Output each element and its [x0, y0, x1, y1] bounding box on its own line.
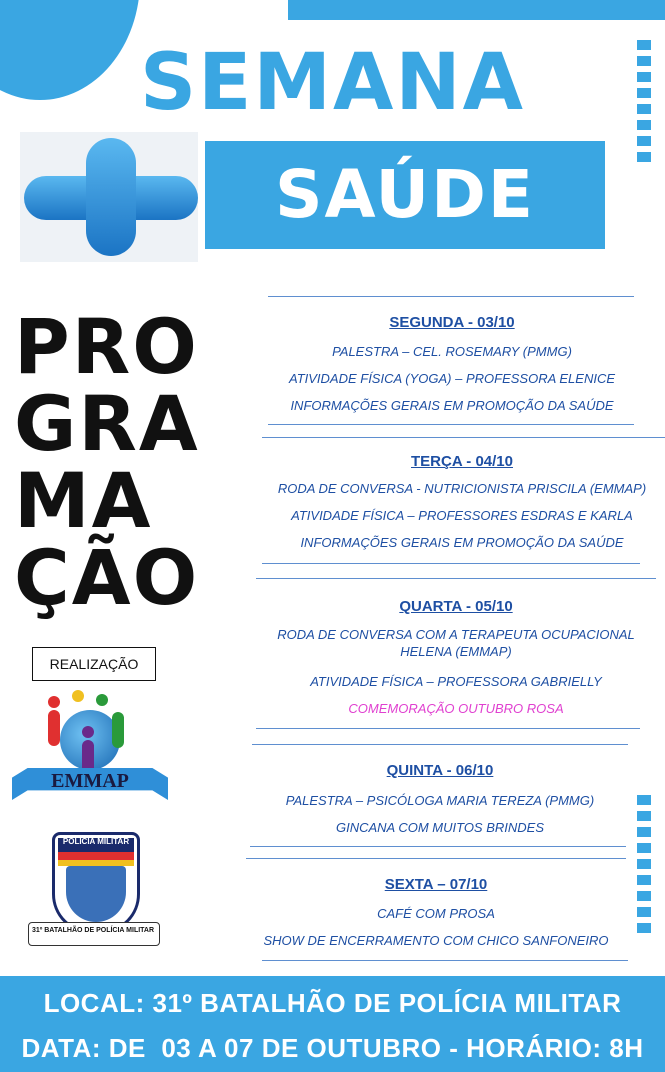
- schedule-item: RODA DE CONVERSA - NUTRICIONISTA PRISCILA (EMMAP): [277, 481, 647, 496]
- divider: [246, 858, 626, 859]
- day-title-wednesday: QUARTA - 05/10: [399, 598, 513, 615]
- day-title-monday: SEGUNDA - 03/10: [389, 314, 515, 331]
- divider: [256, 578, 656, 579]
- schedule-item: SHOW DE ENCERRAMENTO COM CHICO SANFONEIRO: [263, 933, 609, 948]
- divider: [256, 728, 640, 729]
- schedule-item: GINCANA COM MUITOS BRINDES: [335, 820, 545, 835]
- footer-date-time: DATA: DE 03 A 07 DE OUTUBRO - HORÁRIO: 8H: [21, 1033, 644, 1063]
- divider: [250, 846, 626, 847]
- decorative-top-bar: [288, 0, 665, 20]
- pm-ribbon-text: 31º BATALHÃO DE POLÍCIA MILITAR: [31, 927, 155, 934]
- divider: [252, 744, 628, 745]
- schedule-item: INFORMAÇÕES GERAIS EM PROMOÇÃO DA SAÚDE: [300, 535, 624, 550]
- pm-shield-label: POLÍCIA MILITAR: [62, 837, 130, 846]
- day-title-thursday: QUINTA - 06/10: [386, 762, 494, 779]
- title-saude: SAÚDE: [274, 156, 536, 233]
- decorative-dots-bottom: [637, 795, 651, 939]
- schedule-item: PALESTRA – CEL. ROSEMARY (PMMG): [332, 344, 572, 359]
- schedule-item: ATIVIDADE FÍSICA (YOGA) – PROFESSORA ELENICE: [288, 371, 616, 386]
- schedule-item: PALESTRA – PSICÓLOGA MARIA TEREZA (PMMG): [285, 793, 595, 808]
- footer-location: LOCAL: 31º BATALHÃO DE POLÍCIA MILITAR: [43, 988, 622, 1018]
- program-title-line-1: PRO: [14, 302, 199, 391]
- divider: [262, 437, 665, 438]
- pm-ribbon: [28, 922, 160, 946]
- program-title-line-2: GRA: [14, 379, 200, 468]
- divider: [262, 563, 640, 564]
- divider: [268, 424, 634, 425]
- schedule-item: ATIVIDADE FÍSICA – PROFESSORES ESDRAS E KARLA: [291, 508, 633, 523]
- program-title-line-4: ÇÃO: [14, 533, 200, 622]
- title-semana: SEMANA: [139, 38, 526, 128]
- schedule-item: ATIVIDADE FÍSICA – PROFESSORA GABRIELLY: [310, 674, 602, 689]
- medical-cross-icon: [20, 132, 198, 262]
- program-title-line-3: MA: [14, 456, 153, 545]
- realizacao-label: REALIZAÇÃO: [32, 647, 156, 681]
- divider: [268, 296, 634, 297]
- divider: [262, 960, 628, 961]
- schedule-item: INFORMAÇÕES GERAIS EM PROMOÇÃO DA SAÚDE: [290, 398, 614, 413]
- schedule-item: CAFÉ COM PROSA: [377, 906, 495, 921]
- day-title-tuesday: TERÇA - 04/10: [411, 453, 513, 470]
- schedule-item: RODA DE CONVERSA COM A TERAPEUTA OCUPACIONAL HELENA (EMMAP): [277, 627, 635, 659]
- day-title-friday: SEXTA – 07/10: [384, 876, 488, 893]
- schedule-item-highlight: COMEMORAÇÃO OUTUBRO ROSA: [348, 701, 564, 716]
- pm-shield-red-band: [58, 852, 134, 860]
- emmap-logo-text: EMMAP: [51, 770, 129, 792]
